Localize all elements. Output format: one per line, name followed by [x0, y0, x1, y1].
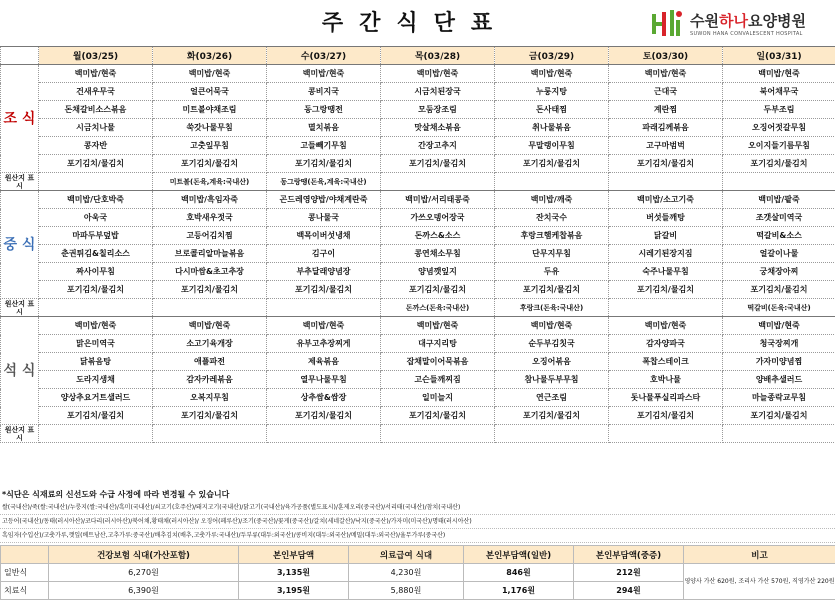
menu-dish: 애플파전	[153, 353, 267, 371]
menu-dish: 호박새우젓국	[153, 209, 267, 227]
menu-dish: 감자카레볶음	[153, 371, 267, 389]
menu-dish: 파래김께볶음	[609, 119, 723, 137]
menu-dish: 포기김치/물김치	[267, 407, 381, 425]
breakfast-label: 조 식	[1, 65, 39, 173]
menu-dish: 가자미양념찜	[723, 353, 835, 371]
origin-label: 원산지 표시	[1, 173, 39, 191]
menu-dish: 백미밥/현죽	[609, 317, 723, 335]
origin-value	[267, 299, 381, 317]
menu-dish: 부추달래양념장	[267, 263, 381, 281]
origin-value	[153, 299, 267, 317]
menu-dish: 백미밥/서리태콩죽	[381, 191, 495, 209]
origin-note-line: 쌀(국내산)/죽(쌀:국내산)/누룽지(쌀:국내산)/흑미(국내산)/쇠고기(호주산)/돼지고기(국내산)/닭고기(국내산)/육가공품(별도표시)/훈제오리(중국산)/서리태(국내산)/참치(국내산)	[0, 501, 835, 515]
menu-dish: 포기김치/물김치	[495, 155, 609, 173]
menu-dish: 백미밥/흑임자죽	[153, 191, 267, 209]
menu-dish: 백미밥/소고기죽	[609, 191, 723, 209]
menu-dish: 마파두부덮밥	[39, 227, 153, 245]
cost-header: 의료급여 식대	[349, 546, 464, 564]
origin-value	[723, 173, 835, 191]
menu-dish: 근대국	[609, 83, 723, 101]
menu-dish: 양배추샐러드	[723, 371, 835, 389]
menu-dish: 떡갈비&소스	[723, 227, 835, 245]
menu-dish: 무말랭이무침	[495, 137, 609, 155]
dinner-origin-row	[1, 425, 835, 443]
notes-section	[0, 489, 835, 543]
menu-dish: 감자양파국	[609, 335, 723, 353]
origin-value	[39, 299, 153, 317]
menu-dish: 포기김치/물김치	[609, 407, 723, 425]
lunch-menu-row	[1, 227, 835, 245]
breakfast-menu-row	[1, 137, 835, 155]
page-title: 주간식단표	[321, 11, 509, 36]
day-header-row	[1, 47, 835, 65]
menu-dish: 곤드레영양밥/야채계란죽	[267, 191, 381, 209]
day-header: 월(03/25)	[39, 47, 153, 65]
menu-dish: 포기김치/물김치	[723, 281, 835, 299]
menu-dish: 제육볶음	[267, 353, 381, 371]
menu-dish: 단무지무침	[495, 245, 609, 263]
menu-dish: 백미밥/단호박죽	[39, 191, 153, 209]
dinner-menu-row	[1, 353, 835, 371]
cost-cell: 212원	[574, 564, 684, 582]
menu-dish: 오징어볶음	[495, 353, 609, 371]
day-header: 금(03/29)	[495, 47, 609, 65]
lunch-origin-row	[1, 299, 835, 317]
menu-dish: 포기김치/물김치	[39, 407, 153, 425]
hospital-logo-icon	[650, 8, 684, 40]
menu-dish: 포기김치/물김치	[609, 281, 723, 299]
menu-dish: 상추쌈&쌈장	[267, 389, 381, 407]
menu-dish: 백미밥/현죽	[723, 317, 835, 335]
menu-dish: 호박나물	[609, 371, 723, 389]
origin-value: 돈까스(돈육:국내산)	[381, 299, 495, 317]
origin-value	[609, 299, 723, 317]
menu-dish: 백미밥/현죽	[723, 65, 835, 83]
cost-cell: 4,230원	[349, 564, 464, 582]
cost-header-row	[1, 546, 835, 564]
day-header: 화(03/26)	[153, 47, 267, 65]
menu-dish: 모둠장조림	[381, 101, 495, 119]
menu-dish: 김구이	[267, 245, 381, 263]
menu-dish: 잔치국수	[495, 209, 609, 227]
lunch-menu-row	[1, 263, 835, 281]
lunch-menu-row	[1, 209, 835, 227]
menu-dish: 포기김치/물김치	[495, 407, 609, 425]
origin-value	[39, 173, 153, 191]
origin-value: 동그랑땡(돈육,계육:국내산)	[267, 173, 381, 191]
menu-dish: 맑은미역국	[39, 335, 153, 353]
menu-dish: 돈채갈비소스볶음	[39, 101, 153, 119]
menu-dish: 고슨들깨찌짐	[381, 371, 495, 389]
lunch-menu-row	[1, 281, 835, 299]
menu-dish: 닭볶음탕	[39, 353, 153, 371]
menu-dish: 백미밥/현죽	[153, 317, 267, 335]
hospital-name	[690, 10, 806, 31]
day-header: 수(03/27)	[267, 47, 381, 65]
cost-cell: 294원	[574, 582, 684, 600]
menu-dish: 동그랑땡전	[267, 101, 381, 119]
menu-dish: 오징어젓갈무침	[723, 119, 835, 137]
meal-cost-table	[0, 545, 835, 600]
menu-dish: 포기김치/물김치	[267, 155, 381, 173]
hospital-name-suffix: 요양병원	[747, 12, 806, 30]
origin-value	[381, 173, 495, 191]
menu-dish: 도라지생채	[39, 371, 153, 389]
menu-dish: 누룽지탕	[495, 83, 609, 101]
menu-dish: 돗나물푸실리파스타	[609, 389, 723, 407]
menu-dish: 닭갈비	[609, 227, 723, 245]
cost-remark: 영양사 가산 620원, 조리사 가산 570원, 직영가산 220원	[684, 564, 835, 600]
menu-dish: 포기김치/물김치	[381, 155, 495, 173]
dinner-menu-row	[1, 407, 835, 425]
cost-cell: 3,195원	[239, 582, 349, 600]
breakfast-menu-row	[1, 83, 835, 101]
page-header	[0, 0, 835, 44]
menu-dish: 양상추요거트샐러드	[39, 389, 153, 407]
menu-dish: 쑥갓나물무침	[153, 119, 267, 137]
menu-dish: 계란찜	[609, 101, 723, 119]
menu-dish: 백미밥/현죽	[381, 317, 495, 335]
origin-value	[609, 173, 723, 191]
menu-dish: 고등어김치찜	[153, 227, 267, 245]
menu-dish: 백미밥/현죽	[39, 65, 153, 83]
menu-dish: 포기김치/물김치	[153, 281, 267, 299]
menu-dish: 백미밥/현죽	[267, 317, 381, 335]
origin-value	[39, 425, 153, 443]
menu-dish: 포기김치/물김치	[381, 281, 495, 299]
menu-dish: 숙주나물무침	[609, 263, 723, 281]
menu-dish: 궁채장아찌	[723, 263, 835, 281]
origin-value: 떡갈비(돈육:국내산)	[723, 299, 835, 317]
breakfast-menu-row	[1, 65, 835, 83]
hospital-name-accent: 하나	[718, 12, 748, 30]
day-header: 일(03/31)	[723, 47, 835, 65]
cost-row-general	[1, 564, 835, 582]
menu-dish: 브로콜리알마늘볶음	[153, 245, 267, 263]
menu-dish: 연근조림	[495, 389, 609, 407]
origin-value	[267, 425, 381, 443]
menu-dish: 대구지리탕	[381, 335, 495, 353]
hospital-logo	[650, 8, 830, 42]
menu-dish: 콩비지국	[267, 83, 381, 101]
menu-dish: 다시마쌈&초고추장	[153, 263, 267, 281]
menu-dish: 맛살채소볶음	[381, 119, 495, 137]
hospital-name-prefix: 수원	[690, 12, 719, 30]
breakfast-menu-row	[1, 101, 835, 119]
menu-dish: 시레기된장지짐	[609, 245, 723, 263]
cost-header: 본인부담액(일반)	[464, 546, 574, 564]
menu-dish: 양념깻잎지	[381, 263, 495, 281]
menu-dish: 북어채무국	[723, 83, 835, 101]
menu-dish: 백미밥/현죽	[39, 317, 153, 335]
menu-dish: 포기김치/물김치	[39, 281, 153, 299]
menu-dish: 포기김치/물김치	[267, 281, 381, 299]
origin-value	[381, 425, 495, 443]
cost-cell: 1,176원	[464, 582, 574, 600]
menu-dish: 포기김치/물김치	[609, 155, 723, 173]
menu-dish: 콩연채소무침	[381, 245, 495, 263]
origin-note-line: 흑임자(수입산)/고춧가루,깻잎(베트남산,고추가루:중국산)/배추김치(배추,고춧가루:국내산)/두부류(대두:외국산)/콩비지(대두:외국산)/메밀(대두:외국산)/율무가루(중국산)	[0, 529, 835, 543]
origin-value: 미트볼(돈육,계육:국내산)	[153, 173, 267, 191]
menu-dish: 간장고추지	[381, 137, 495, 155]
origin-value	[495, 425, 609, 443]
menu-dish: 백미밥/현죽	[267, 65, 381, 83]
menu-dish: 돈사태찜	[495, 101, 609, 119]
menu-dish: 유부고추장찌게	[267, 335, 381, 353]
origin-label: 원산지 표시	[1, 425, 39, 443]
cost-header: 비고	[684, 546, 835, 564]
menu-dish: 시금치나물	[39, 119, 153, 137]
hospital-english-name: SUWON HANA CONVALESCENT HOSPITAL	[690, 31, 803, 37]
cost-cell: 3,135원	[239, 564, 349, 582]
cost-row-label: 일반식	[1, 564, 49, 582]
dinner-menu-row	[1, 371, 835, 389]
menu-dish: 고구마범벅	[609, 137, 723, 155]
menu-dish: 포기김치/물김치	[381, 407, 495, 425]
origin-value	[723, 425, 835, 443]
menu-dish: 두부조림	[723, 101, 835, 119]
menu-dish: 돈까스&소스	[381, 227, 495, 245]
menu-dish: 고들빼기무침	[267, 137, 381, 155]
menu-dish: 일미늘지	[381, 389, 495, 407]
menu-dish: 백미밥/현죽	[495, 317, 609, 335]
menu-body	[1, 47, 835, 443]
menu-dish: 얼큰어묵국	[153, 83, 267, 101]
menu-dish: 마늘종락교무침	[723, 389, 835, 407]
menu-dish: 포기김치/물김치	[495, 281, 609, 299]
menu-dish: 백미밥/현죽	[381, 65, 495, 83]
menu-dish: 백미밥/현죽	[609, 65, 723, 83]
menu-dish: 백미밥/팥죽	[723, 191, 835, 209]
cost-header	[1, 546, 49, 564]
lunch-label: 중 식	[1, 191, 39, 299]
menu-dish: 잡채말이어묵볶음	[381, 353, 495, 371]
lunch-menu-row	[1, 191, 835, 209]
cost-cell: 6,390원	[49, 582, 239, 600]
lunch-menu-row	[1, 245, 835, 263]
origin-label: 원산지 표시	[1, 299, 39, 317]
cost-header: 건강보험 식대(가산포함)	[49, 546, 239, 564]
menu-dish: 짜사이무침	[39, 263, 153, 281]
menu-dish: 청국장찌개	[723, 335, 835, 353]
menu-change-notice: *식단은 식재료의 신선도와 수급 사정에 따라 변경될 수 있습니다	[2, 490, 230, 499]
menu-dish: 두유	[495, 263, 609, 281]
day-header: 토(03/30)	[609, 47, 723, 65]
origin-value	[153, 425, 267, 443]
menu-dish: 춘권튀김&칠리소스	[39, 245, 153, 263]
menu-dish: 폭찹스테이크	[609, 353, 723, 371]
origin-value	[495, 173, 609, 191]
breakfast-menu-row	[1, 119, 835, 137]
breakfast-menu-row	[1, 155, 835, 173]
menu-dish: 후랑크햄케찹볶음	[495, 227, 609, 245]
menu-dish: 포기김치/물김치	[723, 407, 835, 425]
cost-cell: 846원	[464, 564, 574, 582]
menu-dish: 참나물두부무침	[495, 371, 609, 389]
cost-row-label: 치료식	[1, 582, 49, 600]
menu-dish: 콩나물국	[267, 209, 381, 227]
menu-dish: 아욱국	[39, 209, 153, 227]
origin-value	[609, 425, 723, 443]
menu-dish: 열무나물무침	[267, 371, 381, 389]
origin-note-line: 고등어(국내산)/동태(러시아산)/코다리(러시아산)/북어채,황태채(러시아산)/ 오징어(페루산)/조기(중국산)/꽃게(중국산)/갈치(세네갈산)/낙지(중국산)/가자미(미국산)/명태(러시아산)	[0, 515, 835, 529]
menu-dish: 포기김치/물김치	[723, 155, 835, 173]
cost-header: 본인부담액(중증)	[574, 546, 684, 564]
menu-dish: 취나물볶음	[495, 119, 609, 137]
cost-header: 본인부담액	[239, 546, 349, 564]
menu-dish: 멸치볶음	[267, 119, 381, 137]
day-header: 목(03/28)	[381, 47, 495, 65]
menu-dish: 얼갈이나물	[723, 245, 835, 263]
menu-dish: 오이지들기름무침	[723, 137, 835, 155]
menu-dish: 조갯살미역국	[723, 209, 835, 227]
menu-dish: 오복지무침	[153, 389, 267, 407]
menu-dish: 백미밥/현죽	[495, 65, 609, 83]
cost-cell: 5,880원	[349, 582, 464, 600]
menu-dish: 포기김치/물김치	[153, 407, 267, 425]
menu-dish: 시금치된장국	[381, 83, 495, 101]
menu-dish: 가쓰오뎅어장국	[381, 209, 495, 227]
menu-dish: 백미밥/깨죽	[495, 191, 609, 209]
menu-dish: 미트볼야채조림	[153, 101, 267, 119]
menu-dish: 순두부김칫국	[495, 335, 609, 353]
menu-dish: 건새우무국	[39, 83, 153, 101]
weekly-menu-table	[0, 46, 835, 443]
corner-cell	[1, 47, 39, 65]
breakfast-origin-row	[1, 173, 835, 191]
dinner-menu-row	[1, 389, 835, 407]
menu-dish: 버섯들깨탕	[609, 209, 723, 227]
menu-dish: 백미밥/현죽	[153, 65, 267, 83]
dinner-label: 석 식	[1, 317, 39, 425]
origin-value: 후랑크(돈육:국내산)	[495, 299, 609, 317]
menu-dish: 포기김치/물김치	[39, 155, 153, 173]
menu-dish: 소고기육개장	[153, 335, 267, 353]
menu-dish: 콩자반	[39, 137, 153, 155]
dinner-menu-row	[1, 335, 835, 353]
menu-dish: 고춧잎무침	[153, 137, 267, 155]
menu-dish: 포기김치/물김치	[153, 155, 267, 173]
dinner-menu-row	[1, 317, 835, 335]
cost-cell: 6,270원	[49, 564, 239, 582]
menu-dish: 백목이버섯냉채	[267, 227, 381, 245]
